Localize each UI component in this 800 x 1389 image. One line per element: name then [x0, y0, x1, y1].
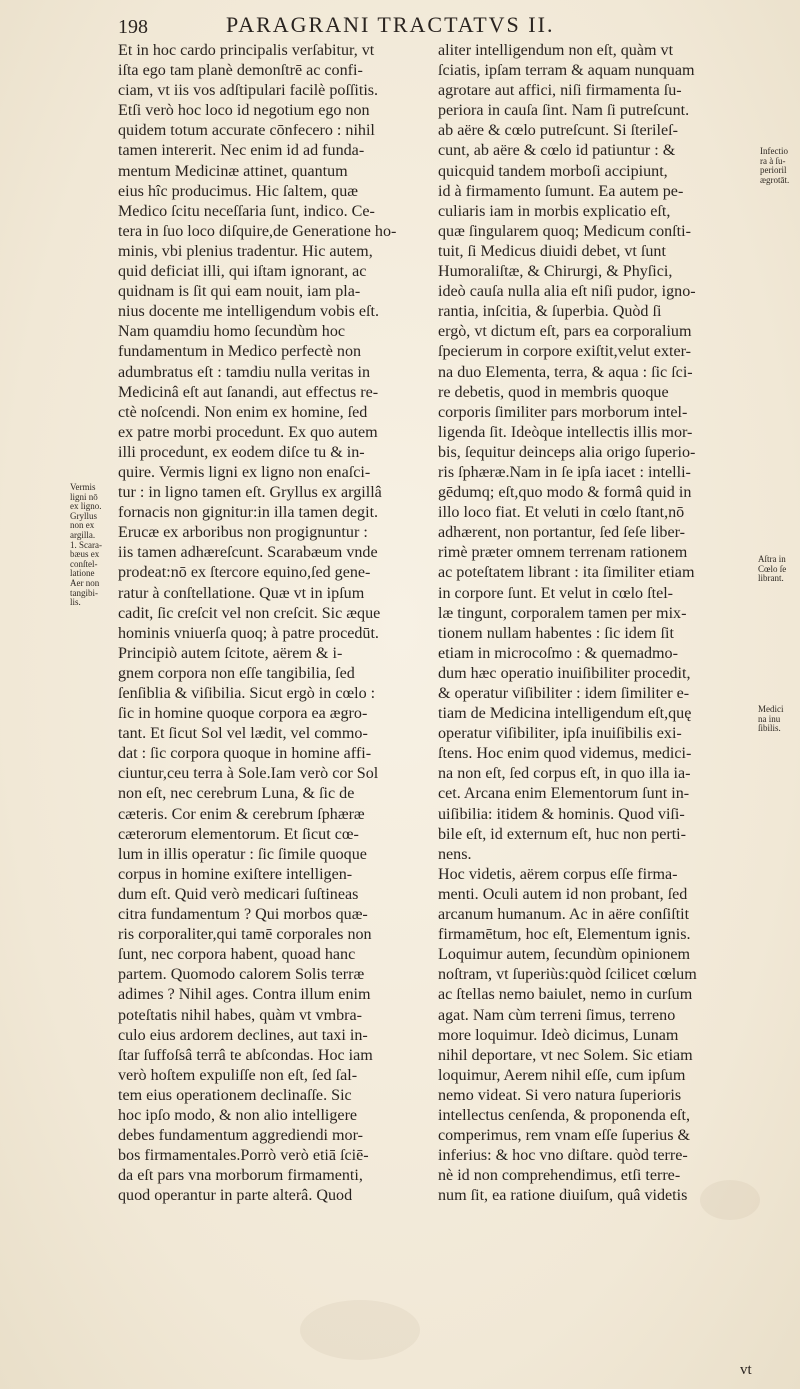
- text-line: adhærent, non portantur, ſed ſeſe liber-: [438, 523, 686, 542]
- margin-note-line: Aſtra in: [758, 554, 786, 564]
- text-line: ſciatis, ipſam terram & aquam nunquam: [438, 61, 695, 80]
- running-title: PARAGRANI TRACTATVS II.: [226, 12, 555, 37]
- text-line: adimes ? Nihil ages. Contra illum enim: [118, 985, 371, 1004]
- text-line: arcanum humanum. Ac in aëre conſiſtit: [438, 905, 690, 924]
- text-line: ſic in homine quoque corpora ea ægro-: [118, 704, 368, 723]
- text-line: intellectus cenſenda, & proponenda eſt,: [438, 1105, 690, 1124]
- text-line: tionem nullam habentes : ſic idem ſit: [438, 623, 674, 642]
- margin-note-line: ægrotāt.: [760, 174, 790, 185]
- text-line: lum in illis operatur : ſic ſimile quoque: [118, 844, 367, 863]
- text-line: quidem totum accurate cōnfecero : nihil: [118, 121, 375, 140]
- text-line: tem eius operationem declinaſſe. Sic: [118, 1085, 352, 1104]
- text-line: Medico ſcitu neceſſaria ſunt, indico. Ce-: [118, 201, 375, 220]
- text-line: tamen intererit. Nec enim id ad funda-: [118, 141, 365, 160]
- text-line: eius hîc producimus. Hic ſaltem, quæ: [118, 181, 358, 200]
- text-line: bos firmamentales.Porrò verò etiā ſciē-: [118, 1146, 369, 1165]
- text-line: more loquimur. Ideò dicimus, Lunam: [438, 1025, 679, 1044]
- text-line: ac poteſtatem librant : ita ſimiliter etiam: [438, 563, 695, 582]
- text-line: ris corporaliter,qui tamē corporales non: [118, 925, 372, 944]
- text-line: Principiò autem ſcitote, aërem & i-: [118, 643, 343, 662]
- text-line: firmamētum, hoc eſt, Elementum ignis.: [438, 925, 691, 944]
- text-line: culo eius ardorem declines, aut taxi in-: [118, 1025, 368, 1044]
- margin-note-line: 1. Scara-: [70, 539, 102, 550]
- page-number: 198: [118, 16, 148, 38]
- text-line: Nam quamdiu homo ſecundùm hoc: [118, 322, 346, 341]
- margin-note-line: bæus ex: [70, 549, 100, 560]
- text-line: & operatur viſibiliter : idem ſimiliter e-: [438, 684, 690, 702]
- right-text-column: [438, 40, 752, 1205]
- text-line: ſenſiblia & viſibilia. Sicut ergò in cœlo :: [118, 684, 376, 702]
- text-line: gēdumq; eſt,quo modo & formâ quid in: [438, 483, 692, 502]
- text-line: na non eſt, ſed corpus eſt, in quo illa ia-: [438, 764, 691, 783]
- text-line: quidnam is ſit qui eam nouit, iam pla-: [118, 282, 361, 301]
- text-line: dat : ſic corpora quoque in homine affi-: [118, 744, 372, 763]
- text-line: fundamentum in Medico perfectè non: [118, 342, 362, 361]
- text-line: nè id non comprehendimus, etſi terre-: [438, 1166, 681, 1185]
- margin-note-line: Cœlo ſe: [758, 563, 787, 574]
- text-line: rimè præter omnem terrenam rationem: [438, 543, 688, 562]
- text-line: non eſt, nec cerebrum Luna, & ſic de: [118, 784, 355, 803]
- text-line: debes fundamentum aggrediendi mor-: [118, 1126, 363, 1145]
- text-line: comperimus, rem vnam eſſe ſuperius &: [438, 1126, 691, 1145]
- text-line: cadit, ſic creſcit vel non creſcit. Sic æque: [118, 603, 381, 622]
- text-line: nens.: [438, 844, 472, 863]
- text-line: gnem corpora non eſſe tangibilia, ſed: [118, 663, 355, 682]
- margin-note-line: Gryllus: [70, 510, 97, 521]
- text-line: id à firmamento ſumunt. Ea autem pe-: [438, 181, 684, 200]
- text-line: Et in hoc cardo principalis verſabitur, vt: [118, 41, 375, 59]
- margin-note-line: Vermis: [70, 482, 96, 492]
- text-line: nemo videat. Si vero natura ſuperioris: [438, 1085, 682, 1104]
- text-line: ſunt, nec corpora habent, quoad hanc: [118, 945, 356, 964]
- margin-note-line: lis.: [70, 597, 81, 608]
- text-line: ab aëre & cœlo putreſcunt. Si ſterileſ-: [438, 121, 678, 140]
- text-line: inferius: & hoc vno diſtare. quòd terre-: [438, 1146, 688, 1165]
- text-line: nihil deportare, vt nec Solem. Sic etiam: [438, 1045, 693, 1064]
- text-line: cet. Arcana enim Elementorum ſunt in-: [438, 784, 690, 803]
- text-line: ac ſtellas nemo baiulet, nemo in curſum: [438, 985, 693, 1004]
- text-line: dum hæc operatio inuiſibiliter procedit,: [438, 663, 691, 682]
- text-line: Loquimur autem, ſecundùm opinionem: [438, 945, 691, 964]
- margin-note-line: Medici: [758, 704, 784, 714]
- text-line: quid deficiat illi, qui iſtam ignorant, ac: [118, 262, 367, 281]
- margin-note-line: Aer non: [70, 577, 100, 588]
- text-line: bis, ſequitur deinceps alia origo ſuperio-: [438, 442, 696, 461]
- text-line: ratur à conſtellatione. Quæ vt in ipſum: [118, 583, 365, 602]
- margin-note-line: tangibi-: [70, 587, 98, 598]
- text-line: ris ſphæræ.Nam in ſe ipſa iacet : intelli-: [438, 462, 691, 481]
- margin-note-line: ligni nō: [70, 491, 98, 502]
- text-line: hominis vniuerſa quoq; à patre procedūt.: [118, 623, 379, 642]
- text-line: poteſtatis nihil habes, quàm vt vmbra-: [118, 1005, 362, 1024]
- text-line: aliter intelligendum non eſt, quàm vt: [438, 41, 674, 59]
- text-line: num ſit, ea ratione diuiſum, quâ videtis: [438, 1186, 688, 1205]
- text-line: ergò, vt dictum eſt, pars ea corporalium: [438, 322, 692, 341]
- margin-note-right-infectio: [760, 147, 798, 185]
- text-line: partem. Quomodo calorem Solis terræ: [118, 965, 365, 984]
- text-line: quicquid tandem morboſi accipiunt,: [438, 161, 668, 180]
- text-line: noſtram, vt ſuperiùs:quòd ſcilicet cœlum: [438, 965, 697, 984]
- text-line: Humoraliſtæ, & Chirurgi, & Phyſici,: [438, 262, 673, 281]
- margin-note-line: na inu: [758, 713, 781, 724]
- text-line: fornacis non gignitur:in illa tamen degit.: [118, 503, 379, 522]
- text-line: periora in cauſa ſint. Nam ſi putreſcunt.: [438, 101, 690, 120]
- running-header: [108, 12, 768, 42]
- text-line: menti. Oculi autem id non probant, ſed: [438, 884, 688, 903]
- margin-note-line: conſtel-: [70, 558, 98, 569]
- text-line: agrotare aut affici, niſi firmamenta ſu-: [438, 81, 682, 100]
- margin-note-line: ra à ſu-: [760, 155, 786, 166]
- text-line: tant. Et ſicut Sol vel lædit, vel commo-: [118, 724, 368, 743]
- text-line: prodeat:nō ex ſtercore equino,ſed gene-: [118, 563, 371, 582]
- text-line: ligenda ſit. Ideòque intellectis illis mor-: [438, 422, 693, 441]
- text-line: quæ ſingularem quoq; Medicum conſti-: [438, 221, 691, 240]
- text-line: mentum Medicinæ attinet, quantum: [118, 161, 348, 180]
- text-line: re debetis, quod in membris quoque: [438, 382, 669, 401]
- page-stain: [300, 1300, 420, 1360]
- text-line: tera in ſuo loco diſquire,de Generatione ho-: [118, 221, 397, 240]
- text-line: corpus in homine exiſtere intelligen-: [118, 864, 353, 883]
- margin-note-line: argilla.: [70, 529, 96, 540]
- text-line: uiſibilia: itidem & hominis. Quod viſi-: [438, 804, 685, 823]
- text-line: quod operantur in parte alterâ. Quod: [118, 1186, 353, 1205]
- text-line: quire. Vermis ligni ex ligno non enaſci-: [118, 462, 371, 481]
- text-line: cunt, ab aëre & cœlo id patiuntur : &: [438, 141, 676, 160]
- text-line: cæteris. Cor enim & cerebrum ſphæræ: [118, 804, 365, 823]
- margin-note-right-astra: [758, 555, 798, 584]
- text-line: tur : in ligno tamen eſt. Gryllus ex argillâ: [118, 483, 382, 502]
- margin-note-right-medicina: [758, 705, 798, 734]
- text-line: verò hoſtem expuliſſe non eſt, ſed ſal-: [118, 1065, 358, 1084]
- text-line: ciam, vt iis vos adſtipulari facilè poſſitis.: [118, 81, 379, 100]
- margin-note-left: [70, 483, 116, 608]
- text-line: iis tamen adhæreſcunt. Scarabæum vnde: [118, 543, 378, 562]
- text-line: etiam in microcoſmo : & quemadmo-: [438, 643, 678, 662]
- text-line: agat. Nam cùm terreni ſimus, terreno: [438, 1005, 676, 1024]
- text-line: Hoc videtis, aërem corpus eſſe firma-: [438, 864, 678, 883]
- text-line: ſtar ſuffoſsâ terrâ te abſcondas. Hoc iam: [118, 1045, 373, 1064]
- text-line: bile eſt, id externum eſt, huc non perti-: [438, 824, 686, 843]
- text-line: rantia, inſcitia, & ſuperbia. Quòd ſi: [438, 302, 662, 321]
- text-line: loquimur, Aerem nihil eſſe, cum ipſum: [438, 1065, 686, 1084]
- text-line: illi procedunt, ex eodem diſce tu & in-: [118, 442, 365, 461]
- margin-note-line: librant.: [758, 573, 784, 584]
- margin-note-line: latione: [70, 568, 95, 579]
- text-line: minis, vbi plenius tradentur. Hic autem,: [118, 241, 373, 260]
- text-line: illo loco fiat. Et veluti in cœlo ſtant,nō: [438, 503, 685, 522]
- margin-note-line: Infectio: [760, 146, 788, 156]
- text-line: Erucæ ex arboribus non progignuntur :: [118, 523, 368, 542]
- text-line: ciuntur,ceu terra à Sole.Iam verò cor Sol: [118, 764, 379, 783]
- text-line: læ tingunt, corporalem tamen per mix-: [438, 603, 687, 622]
- text-line: tiam de Medicina intelligendum eſt,quę: [438, 704, 692, 723]
- text-line: culiaris iam in morbis explicatio eſt,: [438, 201, 671, 220]
- text-line: iſta ego tam planè demonſtrē ac confi-: [118, 61, 363, 80]
- text-line: ſtens. Hoc enim quod videmus, medici-: [438, 744, 692, 763]
- text-line: citra fundamentum ? Qui morbos quæ-: [118, 905, 368, 924]
- text-line: da eſt pars vna morborum firmamenti,: [118, 1166, 363, 1185]
- text-line: Medicinâ eſt aut ſanandi, aut effectus re-: [118, 382, 379, 401]
- text-line: operatur viſibiliter, ipſa inuiſibilis exi-: [438, 724, 682, 743]
- left-text-column: [118, 40, 432, 1205]
- text-line: ideò cauſa nulla alia eſt niſi pudor, igno-: [438, 282, 696, 301]
- text-line: ſpecierum in corpore exiſtit,velut exter-: [438, 342, 692, 361]
- text-line: ex patre morbi procedunt. Ex quo autem: [118, 422, 378, 441]
- text-line: ctè noſcendi. Non enim ex homine, ſed: [118, 402, 368, 421]
- margin-note-line: ſibilis.: [758, 723, 781, 734]
- margin-note-line: perioril: [760, 165, 787, 176]
- text-line: dum eſt. Quid verò medicari ſuſtineas: [118, 884, 359, 903]
- text-line: tuit, ſi Medicus diuidi debet, vt ſunt: [438, 241, 666, 260]
- catchword: vt: [740, 1362, 752, 1378]
- text-line: cæterorum elementorum. Et ſicut cœ-: [118, 824, 359, 843]
- margin-note-line: non ex: [70, 520, 95, 531]
- text-line: in corpore ſunt. Et velut in cœlo ſtel-: [438, 583, 674, 602]
- text-line: corporis ſimiliter pars morborum intel-: [438, 402, 688, 421]
- margin-note-line: ex ligno.: [70, 501, 102, 512]
- text-line: nius docente me intelligendum vobis eſt.: [118, 302, 379, 321]
- text-line: hoc ipſo modo, & non alio intelligere: [118, 1105, 358, 1124]
- text-line: na duo Elementa, terra, & aqua : ſic ſci-: [438, 362, 693, 381]
- text-line: adumbratus eſt : tamdiu nulla veritas in: [118, 362, 371, 381]
- text-line: Etſi verò hoc loco id negotium ego non: [118, 101, 370, 120]
